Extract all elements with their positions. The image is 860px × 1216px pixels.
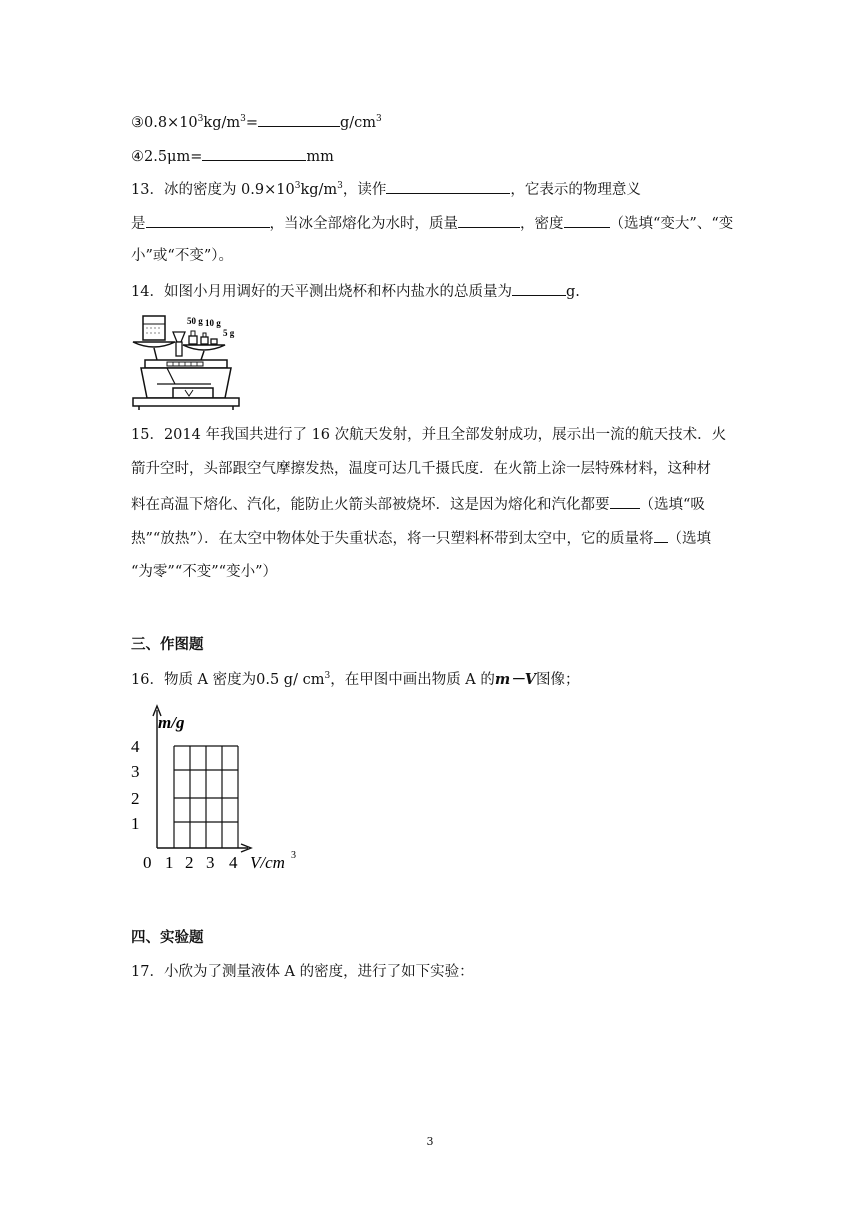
svg-text:50 g: 50 g [187, 316, 203, 326]
answer-blank[interactable] [386, 179, 510, 194]
q13-line1: 13．冰的密度为 $0.9\times 10^3kg/m^3$，读作 ，它表示的物理意义 [131, 181, 641, 198]
svg-text:m/g: m/g [158, 713, 185, 732]
svg-text:4: 4 [131, 737, 140, 756]
answer-blank[interactable] [202, 146, 306, 161]
q16-text: 16．物质 A 密度为0.5 g/ $cm^3$，在甲图中画出物质 A 的m－V图像； [131, 671, 580, 688]
svg-text:2: 2 [185, 853, 194, 872]
section-title: 三、作图题 [131, 637, 204, 653]
q14-text: 14．如图小月用调好的天平测出烧杯和杯内盐水的总质量为 g. [131, 281, 580, 302]
graph-grid [174, 746, 238, 848]
q15-line2: 箭升空时，头部跟空气摩擦发热，温度可达几千摄氏度．在火箭上涂一层特殊材料，这种材 [131, 461, 711, 477]
answer-blank[interactable] [654, 528, 668, 543]
q12-item3: $③0.8\times 10^3kg/m^3= g/cm^3$ [131, 114, 382, 131]
q13-line3: 小”或“不变”）。 [131, 248, 233, 264]
page-number: 3 [426, 1135, 434, 1148]
q13-line2: 是 ，当冰全部熔化为水时，质量 ，密度 （选填“变大”、“变 [131, 213, 733, 234]
svg-text:4: 4 [229, 853, 238, 872]
q12-item4: ④2.5μm= mm [131, 146, 334, 167]
answer-blank[interactable] [610, 494, 640, 509]
svg-text:3: 3 [291, 850, 296, 861]
q17-text: 17．小欣为了测量液体 A 的密度，进行了如下实验： [131, 964, 474, 980]
q15-line3: 料在高温下熔化、汽化，能防止火箭头部被烧坏．这是因为熔化和汽化都要 （选填“吸 [131, 494, 705, 515]
svg-text:0: 0 [143, 853, 152, 872]
answer-blank[interactable] [146, 213, 270, 228]
svg-text:3: 3 [206, 853, 215, 872]
svg-text:5 g: 5 g [223, 328, 235, 338]
q15-line1: 15．2014 年我国共进行了 16 次航天发射，并且全部发射成功，展示出一流的航天技术．火 [131, 427, 727, 443]
svg-text:V/cm: V/cm [250, 853, 285, 872]
answer-blank[interactable] [258, 112, 340, 127]
q15-line5: “为零”“不变”“变小”） [131, 564, 277, 580]
answer-blank[interactable] [458, 213, 520, 228]
section-title: 四、实验题 [131, 930, 204, 946]
balance-figure [127, 312, 245, 412]
mv-graph [128, 702, 318, 880]
answer-blank[interactable] [564, 213, 610, 228]
svg-text:1: 1 [131, 814, 140, 833]
svg-text:10 g: 10 g [205, 318, 221, 328]
svg-text:1: 1 [165, 853, 174, 872]
svg-text:3: 3 [131, 762, 140, 781]
svg-text:2: 2 [131, 789, 140, 808]
answer-blank[interactable] [512, 281, 566, 296]
q15-line4: 热”“放热”）．在太空中物体处于失重状态，将一只塑料杯带到太空中，它的质量将 （选填 [131, 528, 711, 549]
